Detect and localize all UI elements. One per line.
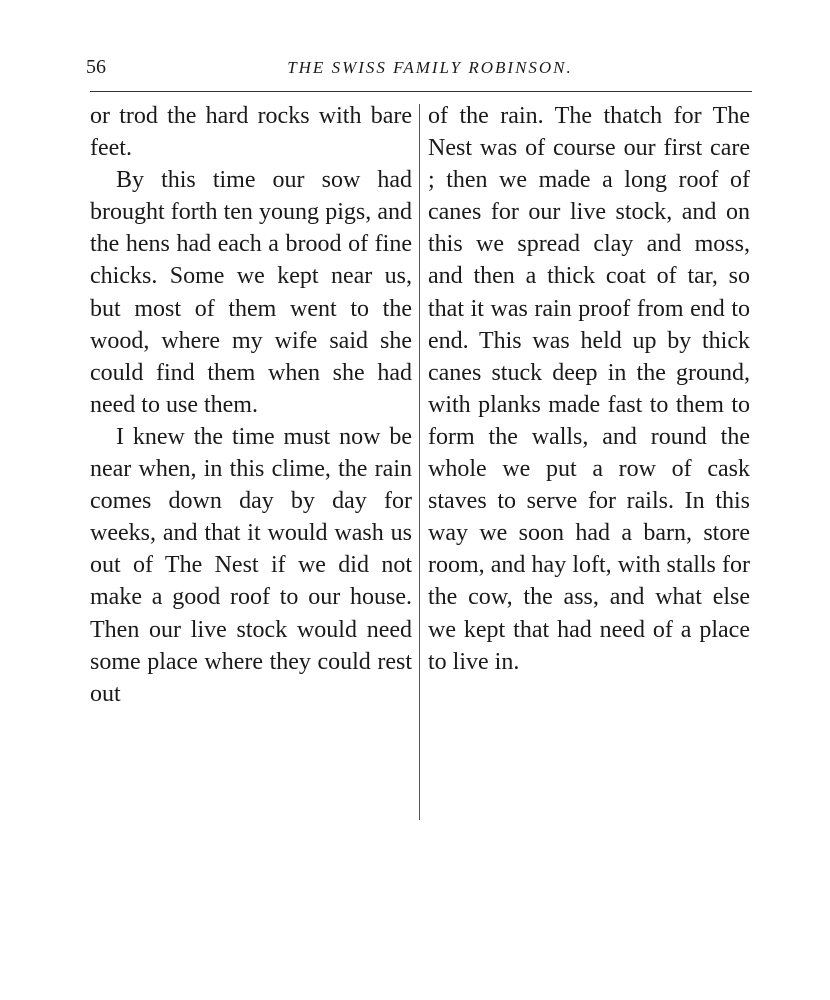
paragraph-continued: or trod the hard rocks with bare feet.: [90, 103, 412, 162]
page-header: [86, 56, 750, 80]
left-column: [90, 100, 412, 710]
paragraph-rain-season: I knew the time must now be near when, in this clime, the rain comes down day by day for weeks, and that it would wash us out of The Nest if we did not make a good roof to our house. Then our live stock would need some place where they could rest out: [90, 423, 412, 707]
right-column: [428, 100, 750, 678]
paragraph-thatch-and-barn: of the rain. The thatch for The Nest was of course our first care ; then we made a long roof of canes for our live stock, and on this we spread clay and moss, and then a thick coat of tar, so that it was rain proof from end to end. This was held up by thick canes stuck deep in the ground, with planks made fast to them to form the walls, and round the whole we put a row of cask staves to serve for rails. In this way we soon had a barn, store room, and hay loft, with stalls for the cow, the ass, and what else we kept that had need of a place to live in.: [428, 103, 750, 675]
paragraph-sow-and-hens: By this time our sow had brought forth ten young pigs, and the hens had each a brood of fine chicks. Some we kept near us, but most of them went to the wood, where my wife said she could find them when she had need to use them.: [90, 167, 412, 418]
running-title: THE SWISS FAMILY ROBINSON.: [287, 58, 573, 77]
column-divider: [419, 104, 420, 820]
header-rule: [90, 91, 752, 92]
page-number: 56: [86, 56, 106, 78]
